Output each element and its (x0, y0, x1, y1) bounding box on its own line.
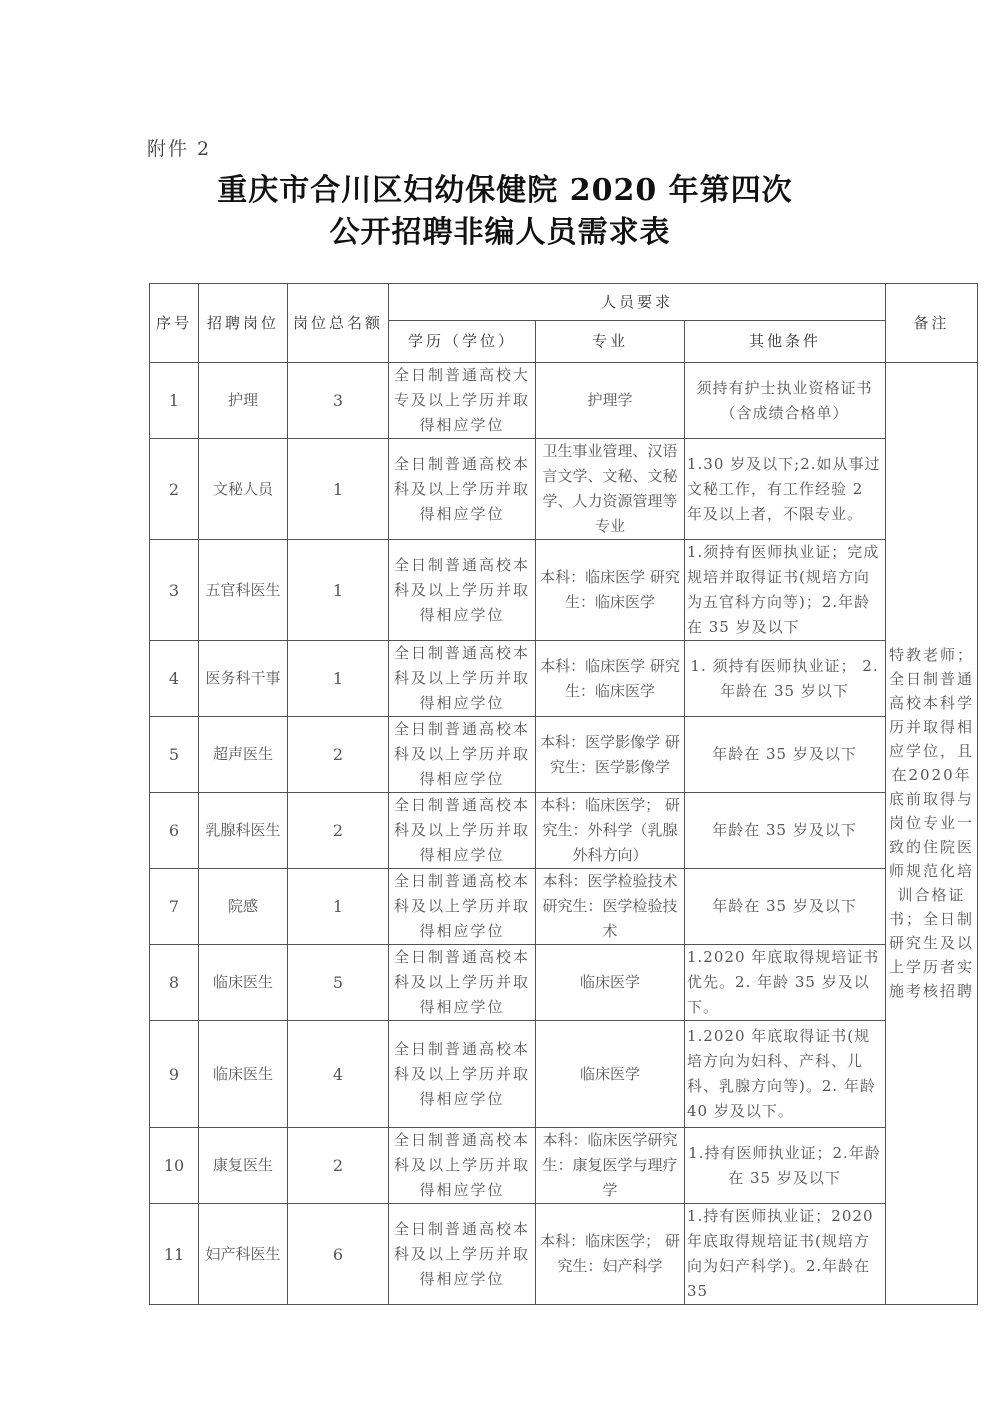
cell-index: 3 (150, 540, 199, 641)
cell-position: 医务科干事 (199, 641, 288, 717)
cell-education: 全日制普通高校本科及以上学历并取得相应学位 (389, 439, 536, 540)
cell-quota: 4 (288, 1021, 389, 1128)
cell-index: 6 (150, 793, 199, 869)
table-row (150, 717, 978, 793)
cell-education: 全日制普通高校大专及以上学历并取得相应学位 (389, 363, 536, 439)
table-row (150, 1204, 978, 1305)
header-major: 专业 (536, 321, 685, 363)
document-title-line2: 公开招聘非编人员需求表 (329, 215, 671, 250)
cell-education: 全日制普通高校本科及以上学历并取得相应学位 (389, 1204, 536, 1305)
table-header-row-1 (150, 284, 978, 321)
cell-other: 1.2020 年底取得证书(规培方向为妇科、产科、儿科、乳腺方向等)。2. 年龄 40 岁及以下。 (685, 1021, 886, 1128)
cell-index: 7 (150, 869, 199, 945)
cell-education: 全日制普通高校本科及以上学历并取得相应学位 (389, 717, 536, 793)
cell-major: 临床医学 (536, 1021, 685, 1128)
cell-index: 5 (150, 717, 199, 793)
cell-position: 乳腺科医生 (199, 793, 288, 869)
cell-index: 10 (150, 1128, 199, 1204)
cell-other: 1. 须持有医师执业证； 2.年龄在 35 岁以下 (685, 641, 886, 717)
header-education: 学历（学位） (389, 321, 536, 363)
table-row (150, 869, 978, 945)
cell-position: 文秘人员 (199, 439, 288, 540)
header-quota: 岗位总名额 (288, 284, 389, 363)
cell-quota: 2 (288, 1128, 389, 1204)
cell-position: 护理 (199, 363, 288, 439)
cell-other: 须持有护士执业资格证书（含成绩合格单） (685, 363, 886, 439)
attachment-label: 附件 2 (147, 138, 212, 160)
table-row (150, 793, 978, 869)
table-row (150, 1128, 978, 1204)
table-row (150, 945, 978, 1021)
cell-position: 超声医生 (199, 717, 288, 793)
cell-quota: 5 (288, 945, 389, 1021)
cell-other: 年龄在 35 岁及以下 (685, 717, 886, 793)
cell-position: 妇产科医生 (199, 1204, 288, 1305)
cell-position: 院感 (199, 869, 288, 945)
cell-major: 本科：临床医学 研究生：临床医学 (536, 641, 685, 717)
cell-position: 临床医生 (199, 945, 288, 1021)
table-row (150, 641, 978, 717)
cell-index: 9 (150, 1021, 199, 1128)
cell-major: 本科：临床医学 研究生：临床医学 (536, 540, 685, 641)
cell-quota: 1 (288, 869, 389, 945)
cell-index: 1 (150, 363, 199, 439)
cell-position: 五官科医生 (199, 540, 288, 641)
cell-quota: 3 (288, 363, 389, 439)
cell-education: 全日制普通高校本科及以上学历并取得相应学位 (389, 869, 536, 945)
document-title-line1: 重庆市合川区妇幼保健院 2020 年第四次 (217, 173, 793, 208)
cell-position: 临床医生 (199, 1021, 288, 1128)
header-remarks: 备注 (886, 284, 978, 363)
cell-major: 护理学 (536, 363, 685, 439)
cell-position: 康复医生 (199, 1128, 288, 1204)
cell-education: 全日制普通高校本科及以上学历并取得相应学位 (389, 641, 536, 717)
table-row (150, 363, 978, 439)
cell-other: 年龄在 35 岁及以下 (685, 869, 886, 945)
cell-other: 1.须持有医师执业证；完成规培并取得证书(规培方向为五官科方向等)；2.年龄在 35 岁及以下 (685, 540, 886, 641)
cell-remarks-merged: 特教老师；全日制普通高校本科学历并取得相应学位，且在2020年底前取得与岗位专业一致的住院医师规范化培训合格证书；全日制研究生及以上学历者实施考核招聘 (886, 363, 978, 1305)
cell-index: 2 (150, 439, 199, 540)
cell-index: 11 (150, 1204, 199, 1305)
cell-education: 全日制普通高校本科及以上学历并取得相应学位 (389, 945, 536, 1021)
cell-other: 年龄在 35 岁及以下 (685, 793, 886, 869)
cell-index: 4 (150, 641, 199, 717)
cell-major: 本科：医学检验技术 研究生：医学检验技术 (536, 869, 685, 945)
cell-other: 1.持有医师执业证；2.年龄在 35 岁及以下 (685, 1128, 886, 1204)
cell-major: 卫生事业管理、汉语言文学、文秘、文秘学、人力资源管理等专业 (536, 439, 685, 540)
cell-other: 1.2020 年底取得规培证书优先。2. 年龄 35 岁及以下。 (685, 945, 886, 1021)
table-row (150, 540, 978, 641)
cell-education: 全日制普通高校本科及以上学历并取得相应学位 (389, 540, 536, 641)
table-row (150, 439, 978, 540)
cell-education: 全日制普通高校本科及以上学历并取得相应学位 (389, 793, 536, 869)
cell-major: 本科：临床医学研究生：康复医学与理疗学 (536, 1128, 685, 1204)
cell-quota: 1 (288, 439, 389, 540)
cell-index: 8 (150, 945, 199, 1021)
cell-major: 本科：医学影像学 研究生：医学影像学 (536, 717, 685, 793)
header-other: 其他条件 (685, 321, 886, 363)
cell-education: 全日制普通高校本科及以上学历并取得相应学位 (389, 1021, 536, 1128)
header-position: 招聘岗位 (199, 284, 288, 363)
cell-quota: 1 (288, 641, 389, 717)
cell-quota: 6 (288, 1204, 389, 1305)
cell-education: 全日制普通高校本科及以上学历并取得相应学位 (389, 1128, 536, 1204)
cell-other: 1.持有医师执业证；2020 年底取得规培证书(规培方向为妇产科学)。2.年龄在 35 (685, 1204, 886, 1305)
cell-quota: 1 (288, 540, 389, 641)
cell-major: 本科：临床医学； 研究生：外科学（乳腺外科方向） (536, 793, 685, 869)
cell-other: 1.30 岁及以下;2.如从事过文秘工作，有工作经验 2 年及以上者，不限专业。 (685, 439, 886, 540)
table-row (150, 1021, 978, 1128)
header-index: 序号 (150, 284, 199, 363)
cell-major: 本科：临床医学； 研究生：妇产科学 (536, 1204, 685, 1305)
recruitment-requirements-table (149, 283, 978, 1305)
cell-quota: 2 (288, 793, 389, 869)
cell-quota: 2 (288, 717, 389, 793)
header-requirements: 人员要求 (389, 284, 886, 321)
cell-major: 临床医学 (536, 945, 685, 1021)
